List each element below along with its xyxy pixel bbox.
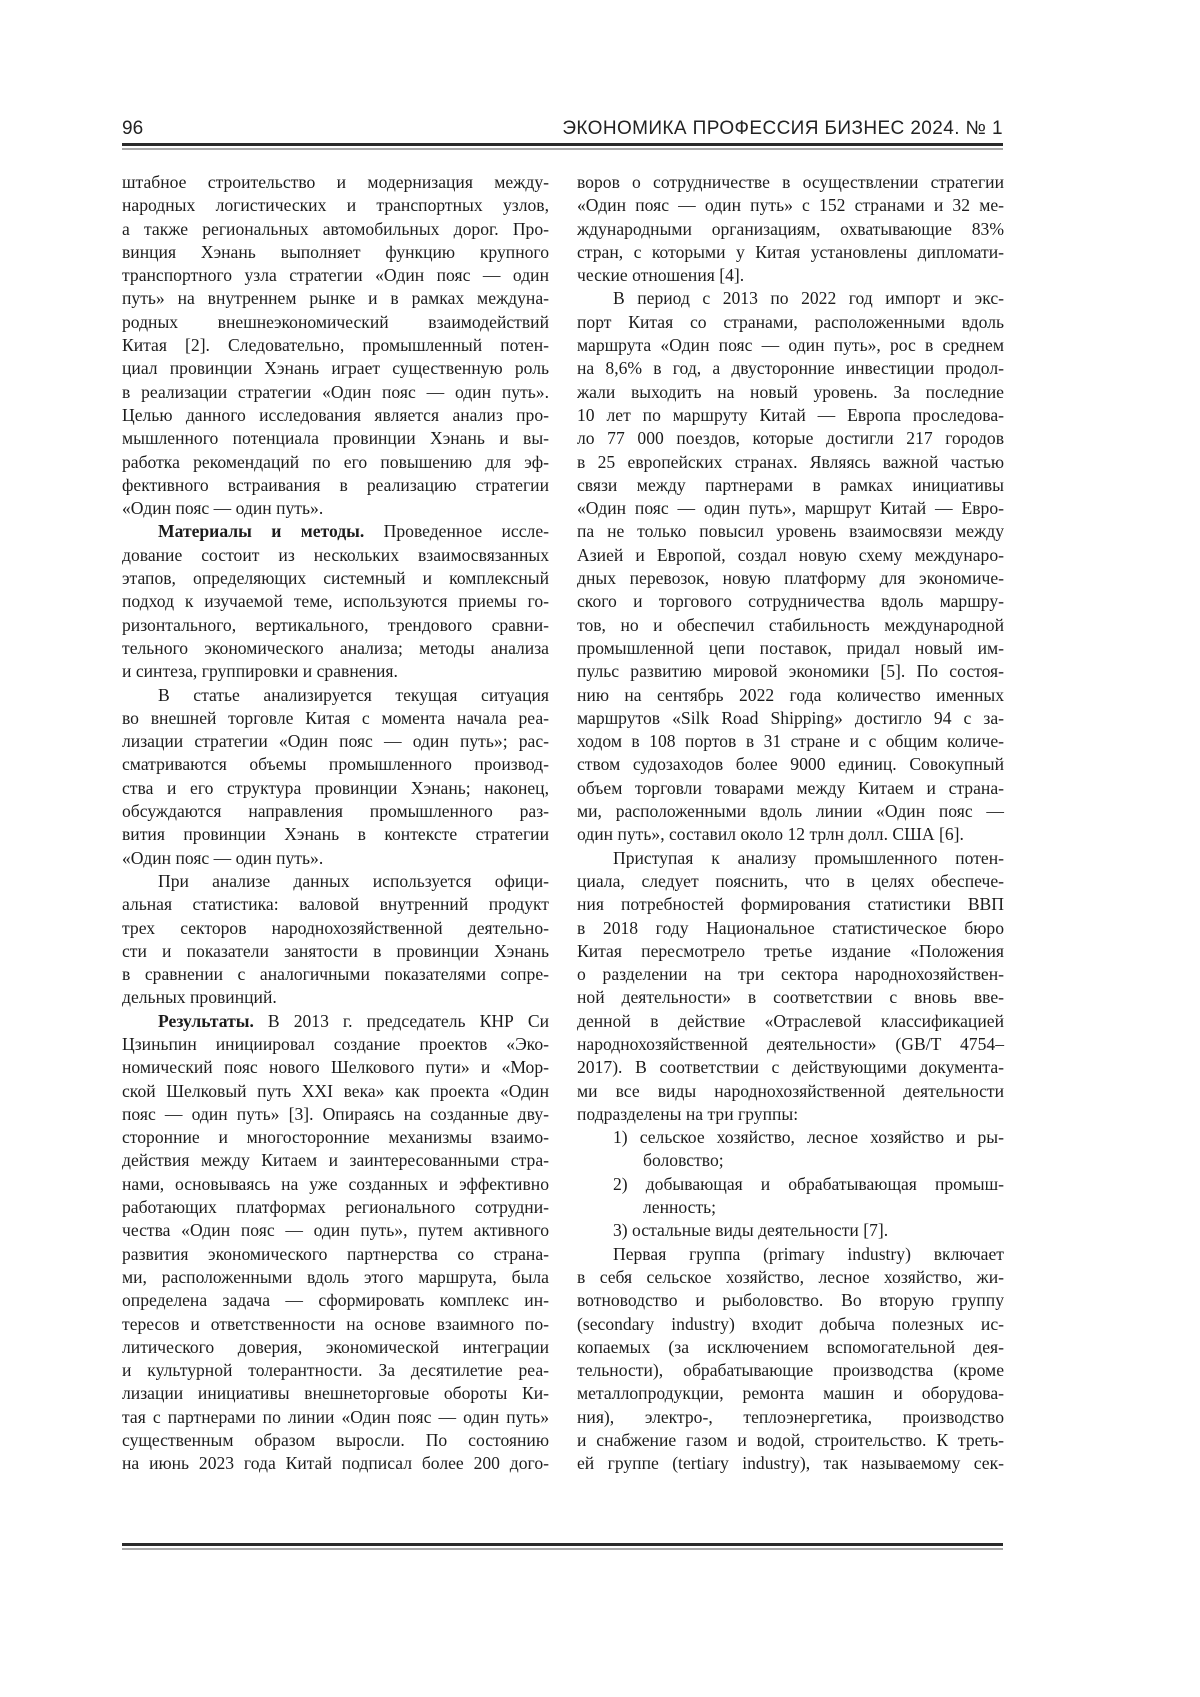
text-line [122, 357, 549, 380]
right-column [577, 171, 1004, 1476]
line-text: жали выходить на новый уровень. За последние [577, 382, 1004, 402]
text-line [577, 451, 1004, 474]
line-text: во внешней торговле Китая с момента начала реа- [122, 708, 549, 728]
line-text: нами, основываясь на уже созданных и эффективно [122, 1174, 549, 1194]
page-number: 96 [122, 118, 143, 140]
line-text: ской Шелковый путь XXI века» как проекта «Один [122, 1081, 549, 1101]
paragraph [577, 171, 1004, 287]
text-line [577, 730, 1004, 753]
text-line [122, 730, 549, 753]
line-text: Первая группа (primary industry) включает [613, 1244, 1004, 1264]
journal-title: ЭКОНОМИКА ПРОФЕССИЯ БИЗНЕС 2024. № 1 [562, 118, 1003, 140]
text-line [122, 1196, 549, 1219]
text-line [577, 264, 1004, 287]
text-line [122, 637, 549, 660]
text-line [122, 520, 549, 543]
text-line [122, 1103, 549, 1126]
text-line [122, 963, 549, 986]
line-text: копаемых (за исключением вспомогательной дея- [577, 1337, 1004, 1357]
line-text: фективного встраивания в реализацию стратегии [122, 475, 549, 495]
line-text: ми, расположенными вдоль линии «Один пояс — [577, 801, 1004, 821]
text-line [122, 1243, 549, 1266]
text-line [577, 1452, 1004, 1475]
text-line [122, 1406, 549, 1429]
text-line [122, 497, 549, 520]
line-text: сти и показатели занятости в провинции Хэнань [122, 941, 549, 961]
text-line [577, 800, 1004, 823]
line-text: ризонтального, вертикального, трендового сравни- [122, 615, 549, 635]
line-text: в 25 европейских странах. Являясь важной частью [577, 452, 1004, 472]
text-line [577, 637, 1004, 660]
line-text: промышленной цепи поставок, придал новый им- [577, 638, 1004, 658]
text-line [577, 940, 1004, 963]
line-text: 2017). В соответствии с действующими документа- [577, 1057, 1004, 1077]
text-line [577, 1080, 1004, 1103]
text-line [122, 311, 549, 334]
text-line [577, 194, 1004, 217]
paragraph [577, 1243, 1004, 1476]
line-text: вития провинции Хэнань в контексте стратегии [122, 824, 549, 844]
text-line [577, 1149, 1004, 1172]
line-text: ством судозаходов более 9000 единиц. Совокупный [577, 754, 1004, 774]
text-line [122, 917, 549, 940]
numbered-list [577, 1126, 1004, 1242]
line-text: маршрутов «Silk Road Shipping» достигло 94 с за- [577, 708, 1004, 728]
text-line [122, 1266, 549, 1289]
text-line [577, 218, 1004, 241]
text-line [577, 1126, 1004, 1149]
line-text: Цзиньпин инициировал создание проектов «Эко- [122, 1034, 549, 1054]
text-line [577, 893, 1004, 916]
text-line [122, 777, 549, 800]
line-text: на июнь 2023 года Китай подписал более 200 дого- [122, 1453, 549, 1473]
line-text: ния потребностей формирования статистики ВВП [577, 894, 1004, 914]
text-line [122, 241, 549, 264]
line-text: чества «Один пояс — один путь», путем активного [122, 1220, 549, 1240]
line-text: пояс — один путь» [3]. Опираясь на созданные дву- [122, 1104, 549, 1124]
header-rule-thin [122, 148, 1003, 150]
text-line [122, 753, 549, 776]
text-line [122, 287, 549, 310]
line-text: «Один пояс — один путь». [122, 848, 323, 868]
text-line [122, 451, 549, 474]
line-text: ной деятельности» в соответствии с вновь вве- [577, 987, 1004, 1007]
paragraph [577, 847, 1004, 1127]
text-line [577, 1359, 1004, 1382]
text-line [122, 544, 549, 567]
line-text: обсуждаются направления промышленного раз- [122, 801, 549, 821]
text-line [577, 1289, 1004, 1312]
text-line [577, 847, 1004, 870]
line-text: подразделены на три группы: [577, 1104, 798, 1124]
line-text: Китая пересмотрело третье издание «Положения [577, 941, 1004, 961]
text-line [577, 614, 1004, 637]
line-text: народнохозяйственной деятельности» (GB/T 4754– [577, 1034, 1004, 1054]
line-text: в реализации стратегии «Один пояс — один путь». [122, 382, 549, 402]
line-text: ми, расположенными вдоль этого маршрута, была [122, 1267, 549, 1287]
text-line [577, 404, 1004, 427]
text-line [577, 1243, 1004, 1266]
line-text: этапов, определяющих системный и комплексный [122, 568, 549, 588]
line-text: В 2013 г. председатель КНР Си [254, 1011, 549, 1031]
line-text: ческие отношения [4]. [577, 265, 744, 285]
text-line [122, 1080, 549, 1103]
line-text: тельного экономического анализа; методы анализа [122, 638, 549, 658]
text-line [577, 986, 1004, 1009]
line-text: нию на сентябрь 2022 года количество именных [577, 685, 1004, 705]
line-text: «Один пояс — один путь», маршрут Китай — Евро- [577, 498, 1004, 518]
paragraph [122, 520, 549, 683]
text-line [577, 777, 1004, 800]
text-line [122, 218, 549, 241]
left-column [122, 171, 549, 1476]
line-text: дельных провинций. [122, 987, 277, 1007]
line-text: один путь», составил около 12 трлн долл. США [6]. [577, 824, 964, 844]
text-line [577, 241, 1004, 264]
line-text: в сравнении с аналогичными показателями сопре- [122, 964, 549, 984]
text-line [577, 1406, 1004, 1429]
line-text: объем торговли товарами между Китаем и страна- [577, 778, 1004, 798]
footer-rule-thin [122, 1548, 1003, 1550]
line-text: ния), электро-, теплоэнергетика, производство [577, 1407, 1004, 1427]
text-line [122, 1056, 549, 1079]
line-text: существенным образом выросли. По состоянию [122, 1430, 549, 1450]
text-line [577, 684, 1004, 707]
line-text: штабное строительство и модернизация между- [122, 172, 549, 192]
text-line [577, 660, 1004, 683]
line-text: циал провинции Хэнань играет существенную роль [122, 358, 549, 378]
paragraph [577, 287, 1004, 846]
text-line [122, 1313, 549, 1336]
text-line [122, 1336, 549, 1359]
text-line [577, 1103, 1004, 1126]
text-line [122, 1173, 549, 1196]
text-line [122, 823, 549, 846]
line-text: В период с 2013 по 2022 год импорт и экс- [613, 288, 1004, 308]
text-line [577, 1429, 1004, 1452]
text-line [122, 660, 549, 683]
line-text: в 2018 году Национальное статистическое бюро [577, 918, 1004, 938]
text-line [577, 823, 1004, 846]
text-line [577, 1173, 1004, 1196]
line-text: пульс развитию мировой экономики [5]. По состоя- [577, 661, 1004, 681]
line-text: 10 лет по маршруту Китай — Европа проследова- [577, 405, 1004, 425]
line-text: циала, следует пояснить, что в целях обеспече- [577, 871, 1004, 891]
line-text: и снабжение газом и водой, строительство. К треть- [577, 1430, 1004, 1450]
text-line [577, 917, 1004, 940]
text-line [577, 590, 1004, 613]
line-text: в себя сельское хозяйство, лесное хозяйство, жи- [577, 1267, 1004, 1287]
line-text: дование состоит из нескольких взаимосвязанных [122, 545, 549, 565]
line-text: «Один пояс — один путь». [122, 498, 323, 518]
text-line [577, 474, 1004, 497]
text-line [577, 1313, 1004, 1336]
text-line [577, 753, 1004, 776]
line-text: ского и торгового сотрудничества вдоль маршру- [577, 591, 1004, 611]
text-line [122, 707, 549, 730]
line-text: путь» на внутреннем рынке и в рамках междуна- [122, 288, 549, 308]
text-line [122, 1149, 549, 1172]
text-line [122, 334, 549, 357]
text-line [122, 1010, 549, 1033]
line-text: тересов и ответственности на основе взаимного по- [122, 1314, 549, 1334]
line-text: металлопродукции, ремонта машин и оборудова- [577, 1383, 1004, 1403]
line-text: Проведенное иссле- [364, 521, 549, 541]
text-line [122, 1382, 549, 1405]
text-line [577, 707, 1004, 730]
line-text: транспортного узла стратегии «Один пояс — один [122, 265, 549, 285]
paragraph [122, 870, 549, 1010]
line-text: работающих платформах регионального сотрудни- [122, 1197, 549, 1217]
text-line [577, 1382, 1004, 1405]
text-line [577, 544, 1004, 567]
line-text: 2) добывающая и обрабатывающая промыш- [613, 1174, 1004, 1194]
line-text: лизации инициативы внешнеторговые обороты Ки- [122, 1383, 549, 1403]
line-text: и культурной толерантности. За десятилетие реа- [122, 1360, 549, 1380]
line-text: сторонние и многосторонние механизмы взаимо- [122, 1127, 549, 1147]
line-text: литического доверия, экономической интеграции [122, 1337, 549, 1357]
line-text: стран, с которыми у Китая установлены дипломати- [577, 242, 1004, 262]
line-text: тельности), обрабатывающие производства (кроме [577, 1360, 1004, 1380]
text-line [122, 800, 549, 823]
line-text: ходом в 108 портов в 31 стране и с общим количе- [577, 731, 1004, 751]
text-line [577, 1196, 1004, 1219]
line-text: Китая [2]. Следовательно, промышленный потен- [122, 335, 549, 355]
line-text: воров о сотрудничестве в осуществлении стратегии [577, 172, 1004, 192]
text-line [577, 963, 1004, 986]
text-line [577, 1266, 1004, 1289]
line-text: (secondary industry) входит добыча полезных ис- [577, 1314, 1004, 1334]
text-line [122, 1429, 549, 1452]
text-line [577, 334, 1004, 357]
text-line [122, 986, 549, 1009]
line-text: па не только повысил уровень взаимосвязи между [577, 521, 1004, 541]
line-text: мышленного потенциала провинции Хэнань и вы- [122, 428, 549, 448]
line-text: а также региональных автомобильных дорог. Про- [122, 219, 549, 239]
section-heading: Материалы и методы. [158, 521, 364, 541]
line-text: действия между Китаем и заинтересованными стра- [122, 1150, 549, 1170]
text-line [577, 1336, 1004, 1359]
text-line [577, 1033, 1004, 1056]
line-text: альная статистика: валовой внутренний продукт [122, 894, 549, 914]
text-line [122, 171, 549, 194]
line-text: на 8,6% в год, а двусторонние инвестиции продол- [577, 358, 1004, 378]
text-line [122, 684, 549, 707]
line-text: вотноводство и рыболовство. Во вторую группу [577, 1290, 1004, 1310]
line-text: о разделении на три сектора народнохозяйствен- [577, 964, 1004, 984]
text-line [577, 287, 1004, 310]
text-line [122, 1289, 549, 1312]
paragraph [122, 1010, 549, 1476]
line-text: развития экономического партнерства со страна- [122, 1244, 549, 1264]
line-text: маршрута «Один пояс — один путь», рос в среднем [577, 335, 1004, 355]
text-line [577, 520, 1004, 543]
line-text: определена задача — сформировать комплекс ин- [122, 1290, 549, 1310]
text-line [122, 1359, 549, 1382]
line-text: ей группе (tertiary industry), так называемому сек- [577, 1453, 1004, 1473]
line-text: 1) сельское хозяйство, лесное хозяйство и ры- [613, 1127, 1004, 1147]
text-line [577, 1056, 1004, 1079]
text-line [577, 381, 1004, 404]
text-line [577, 427, 1004, 450]
section-heading: Результаты. [158, 1011, 254, 1031]
text-line [122, 381, 549, 404]
text-line [122, 427, 549, 450]
text-line [122, 264, 549, 287]
text-line [122, 614, 549, 637]
text-line [577, 1010, 1004, 1033]
text-line [122, 590, 549, 613]
text-line [122, 940, 549, 963]
line-text: Азией и Европой, создал новую схему междунаро- [577, 545, 1004, 565]
line-text: винция Хэнань выполняет функцию крупного [122, 242, 549, 262]
line-text: тов, но и обеспечил стабильность международной [577, 615, 1004, 635]
text-line [577, 497, 1004, 520]
line-text: ло 77 000 поездов, которые достигли 217 городов [577, 428, 1004, 448]
text-line [122, 194, 549, 217]
text-line [122, 474, 549, 497]
text-line [577, 311, 1004, 334]
text-line [122, 1219, 549, 1242]
footer-rule [122, 1543, 1003, 1546]
line-text: 3) остальные виды деятельности [7]. [613, 1220, 888, 1240]
line-text: В статье анализируется текущая ситуация [158, 685, 549, 705]
text-line [122, 847, 549, 870]
line-text: тая с партнерами по линии «Один пояс — один путь» [122, 1407, 549, 1427]
text-line [122, 1126, 549, 1149]
line-text: дных перевозок, новую платформу для экономиче- [577, 568, 1004, 588]
line-text: работка рекомендаций по его повышению для эф- [122, 452, 549, 472]
line-text: Целью данного исследования является анализ про- [122, 405, 549, 425]
line-text: ждународными организациям, охватывающие 83% [577, 219, 1004, 239]
header-rule [122, 143, 1003, 146]
text-line [577, 567, 1004, 590]
line-text: ми все виды народнохозяйственной деятельности [577, 1081, 1004, 1101]
line-text: и синтеза, группировки и сравнения. [122, 661, 398, 681]
line-text: При анализе данных используется офици- [158, 871, 549, 891]
line-text: номический пояс нового Шелкового пути» и «Мор- [122, 1057, 549, 1077]
text-line [577, 171, 1004, 194]
line-text: родных внешнеэкономический взаимодействий [122, 312, 549, 332]
text-line [122, 567, 549, 590]
line-text: подход к изучаемой теме, используются приемы го- [122, 591, 549, 611]
line-text: ства и его структура провинции Хэнань; наконец, [122, 778, 549, 798]
text-line [122, 1452, 549, 1475]
text-line [577, 870, 1004, 893]
paragraph [122, 171, 549, 520]
line-text: народных логистических и транспортных узлов, [122, 195, 549, 215]
line-text: «Один пояс — один путь» с 152 странами и 32 ме- [577, 195, 1004, 215]
line-text: Приступая к анализу промышленного потен- [613, 848, 1004, 868]
text-line [577, 1219, 1004, 1242]
text-line [122, 1033, 549, 1056]
running-header [122, 114, 1003, 142]
line-text: связи между партнерами в рамках инициативы [577, 475, 1004, 495]
line-text: ленность; [643, 1197, 716, 1217]
line-text: сматриваются объемы промышленного производ- [122, 754, 549, 774]
paragraph [122, 684, 549, 870]
text-line [577, 357, 1004, 380]
line-text: порт Китая со странами, расположенными вдоль [577, 312, 1004, 332]
line-text: трех секторов народнохозяйственной деятельно- [122, 918, 549, 938]
text-line [122, 893, 549, 916]
line-text: боловство; [643, 1150, 724, 1170]
line-text: денной в действие «Отраслевой классификацией [577, 1011, 1004, 1031]
line-text: лизации стратегии «Один пояс — один путь»; рас- [122, 731, 549, 751]
text-line [122, 404, 549, 427]
text-line [122, 870, 549, 893]
